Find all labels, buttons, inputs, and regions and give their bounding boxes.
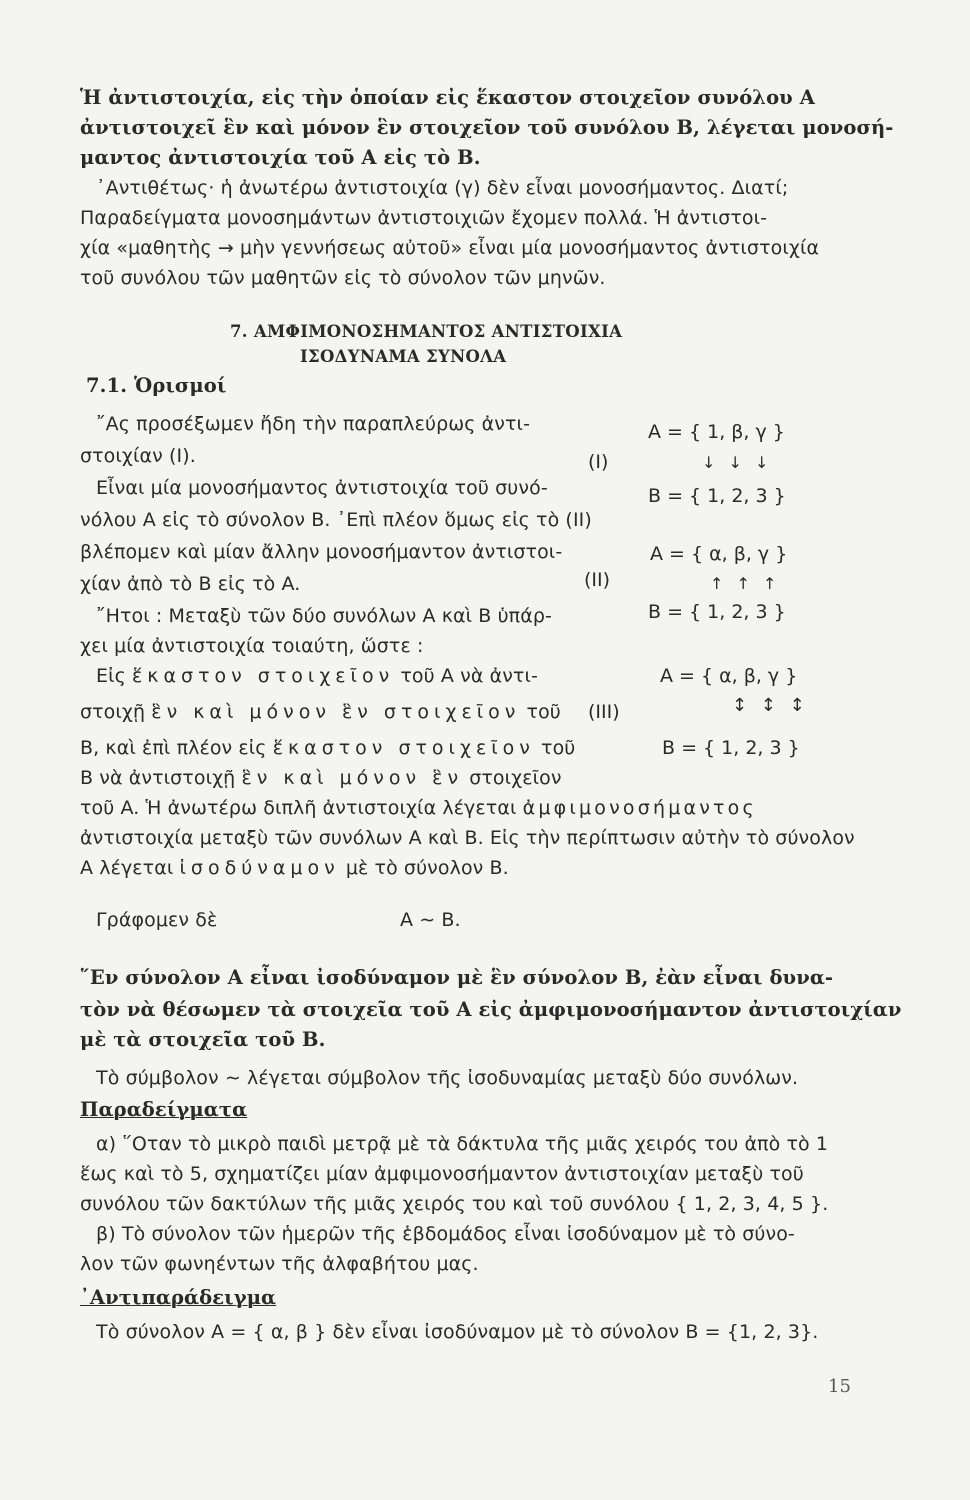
- diagram-set-b: B = { 1, 2, 3 }: [648, 601, 786, 623]
- example-line: συνόλου τῶν δακτύλων τῆς μιᾶς χειρός του καὶ τοῦ συνόλου { 1, 2, 3, 4, 5 }.: [80, 1193, 829, 1215]
- example-line: λον τῶν φωνηέντων τῆς ἀλφαβήτου μας.: [80, 1253, 479, 1275]
- definition-line: ἀντιστοιχεῖ ἓν καὶ μόνον ἓν στοιχεῖον τοῦ συνόλου B, λέγεται μονοσή-: [80, 116, 894, 139]
- section-title: ΙΣΟΔΥΝΑΜΑ ΣΥΝΟΛΑ: [300, 347, 507, 366]
- body-line: στοιχίαν (I).: [80, 445, 196, 467]
- section-title: 7. ΑΜΦΙΜΟΝΟΣΗΜΑΝΤΟΣ ΑΝΤΙΣΤΟΙΧΙΑ: [230, 322, 623, 341]
- body-line: χίαν ἀπὸ τὸ B εἰς τὸ A.: [80, 573, 301, 595]
- body-line: B, καὶ ἐπὶ πλέον εἰς ἕκαστον στοιχεῖον τοῦ: [80, 737, 576, 759]
- body-line: ῎Ητοι : Μεταξὺ τῶν δύο συνόλων A καὶ B ὑπάρ-: [96, 605, 552, 627]
- body-line: νόλου A εἰς τὸ σύνολον B. ᾿Επὶ πλέον ὅμως εἰς τὸ (II): [80, 509, 592, 531]
- definition-line: ῞Εν σύνολον A εἶναι ἰσοδύναμον μὲ ἓν σύνολον B, ἐὰν εἶναι δυνα-: [80, 966, 834, 989]
- counterexample-title: ᾿Αντιπαράδειγμα: [80, 1286, 277, 1309]
- diagram-set-b: B = { 1, 2, 3 }: [648, 485, 786, 507]
- spaced-term: ἀμφιμονοσήμαντος: [522, 797, 757, 819]
- paragraph-line: τοῦ συνόλου τῶν μαθητῶν εἰς τὸ σύνολον τῶν μηνῶν.: [80, 267, 606, 289]
- body-line: ῎Ας προσέξωμεν ἤδη τὴν παραπλεύρως ἀντι-: [96, 413, 531, 435]
- definition-line: τὸν νὰ θέσωμεν τὰ στοιχεῖα τοῦ A εἰς ἀμφιμονοσήμαντον ἀντιστοιχίαν: [80, 998, 902, 1021]
- diagram-label: (I): [588, 451, 609, 473]
- body-line: B νὰ ἀντιστοιχῇ ἓν καὶ μόνον ἓν στοιχεῖον: [80, 767, 562, 789]
- body-line: ἀντιστοιχία μεταξὺ τῶν συνόλων A καὶ B. Εἰς τὴν περίπτωσιν αὐτὴν τὸ σύνολον: [80, 827, 855, 849]
- paragraph-line: χία «μαθητὴς → μὴν γεννήσεως αὐτοῦ» εἶναι μία μονοσήμαντος ἀντιστοιχία: [80, 237, 820, 259]
- counterexample-line: Τὸ σύνολον A = { α, β } δὲν εἶναι ἰσοδύναμον μὲ τὸ σύνολον B = {1, 2, 3}.: [96, 1321, 819, 1343]
- spaced-term: ἓν καὶ μόνον ἓν: [241, 767, 464, 789]
- diagram-set-a: A = { α, β, γ }: [660, 665, 798, 687]
- double-arrows-icon: ↕ ↕ ↕: [732, 695, 805, 716]
- diagram-label: (III): [588, 701, 620, 723]
- equivalence-formula: A ∼ B.: [400, 909, 461, 931]
- example-line: β) Τὸ σύνολον τῶν ἡμερῶν τῆς ἑβδομάδος εἶναι ἰσοδύναμον μὲ τὸ σύνο-: [96, 1223, 795, 1245]
- spaced-term: ἓν καὶ μόνον ἓν στοιχεῖον: [151, 701, 521, 723]
- example-line: ἕως καὶ τὸ 5, σχηματίζει μίαν ἀμφιμονοσήμαντον ἀντιστοιχίαν μεταξὺ τοῦ: [80, 1163, 804, 1185]
- body-line: στοιχῇ ἓν καὶ μόνον ἓν στοιχεῖον τοῦ: [80, 701, 561, 723]
- definition-line: μὲ τὰ στοιχεῖα τοῦ B.: [80, 1028, 326, 1051]
- spaced-term: ἰσοδύναμον: [179, 857, 340, 879]
- definition-line: Ἡ ἀντιστοιχία, εἰς τὴν ὁποίαν εἰς ἕκαστον στοιχεῖον συνόλου A: [80, 86, 815, 109]
- down-arrows-icon: ↓ ↓ ↓: [702, 453, 769, 472]
- symbol-line: Τὸ σύμβολον ∼ λέγεται σύμβολον τῆς ἰσοδυναμίας μεταξὺ δύο συνόλων.: [96, 1067, 799, 1089]
- body-line: Εἰς ἕκαστον στοιχεῖον τοῦ A νὰ ἀντι-: [96, 665, 538, 687]
- body-line: τοῦ A. Ἡ ἀνωτέρω διπλῆ ἀντιστοιχία λέγεται ἀμφιμονοσήμαντος: [80, 797, 757, 819]
- page-number: 15: [828, 1376, 851, 1397]
- body-line: A λέγεται ἰσοδύναμον μὲ τὸ σύνολον B.: [80, 857, 509, 879]
- body-line: χει μία ἀντιστοιχία τοιαύτη, ὥστε :: [80, 635, 424, 657]
- diagram-label: (II): [584, 569, 611, 591]
- examples-title: Παραδείγματα: [80, 1098, 248, 1121]
- spaced-term: ἕκαστον στοιχεῖον: [272, 737, 535, 759]
- paragraph-line: ᾿Αντιθέτως· ἡ ἀνωτέρω ἀντιστοιχία (γ) δὲν εἶναι μονοσήμαντος. Διατί;: [96, 177, 789, 199]
- spaced-term: ἕκαστον στοιχεῖον: [132, 665, 395, 687]
- example-line: α) ῞Οταν τὸ μικρὸ παιδὶ μετρᾷ μὲ τὰ δάκτυλα τῆς μιᾶς χειρός του ἀπὸ τὸ 1: [96, 1133, 829, 1155]
- up-arrows-icon: ↑ ↑ ↑: [710, 574, 777, 593]
- diagram-set-a: A = { α, β, γ }: [650, 543, 788, 565]
- definition-line: μαντος ἀντιστοιχία τοῦ A εἰς τὸ B.: [80, 146, 481, 169]
- body-line: Εἶναι μία μονοσήμαντος ἀντιστοιχία τοῦ συνό-: [96, 477, 548, 499]
- body-line: βλέπομεν καὶ μίαν ἄλλην μονοσήμαντον ἀντιστοι-: [80, 541, 563, 563]
- subsection-title: 7.1. Ὁρισμοί: [86, 374, 227, 397]
- write-label: Γράφομεν δὲ: [96, 909, 218, 931]
- paragraph-line: Παραδείγματα μονοσημάντων ἀντιστοιχιῶν ἔχομεν πολλά. Ἡ ἀντιστοι-: [80, 207, 768, 229]
- diagram-set-b: B = { 1, 2, 3 }: [662, 737, 800, 759]
- diagram-set-a: A = { 1, β, γ }: [648, 421, 785, 443]
